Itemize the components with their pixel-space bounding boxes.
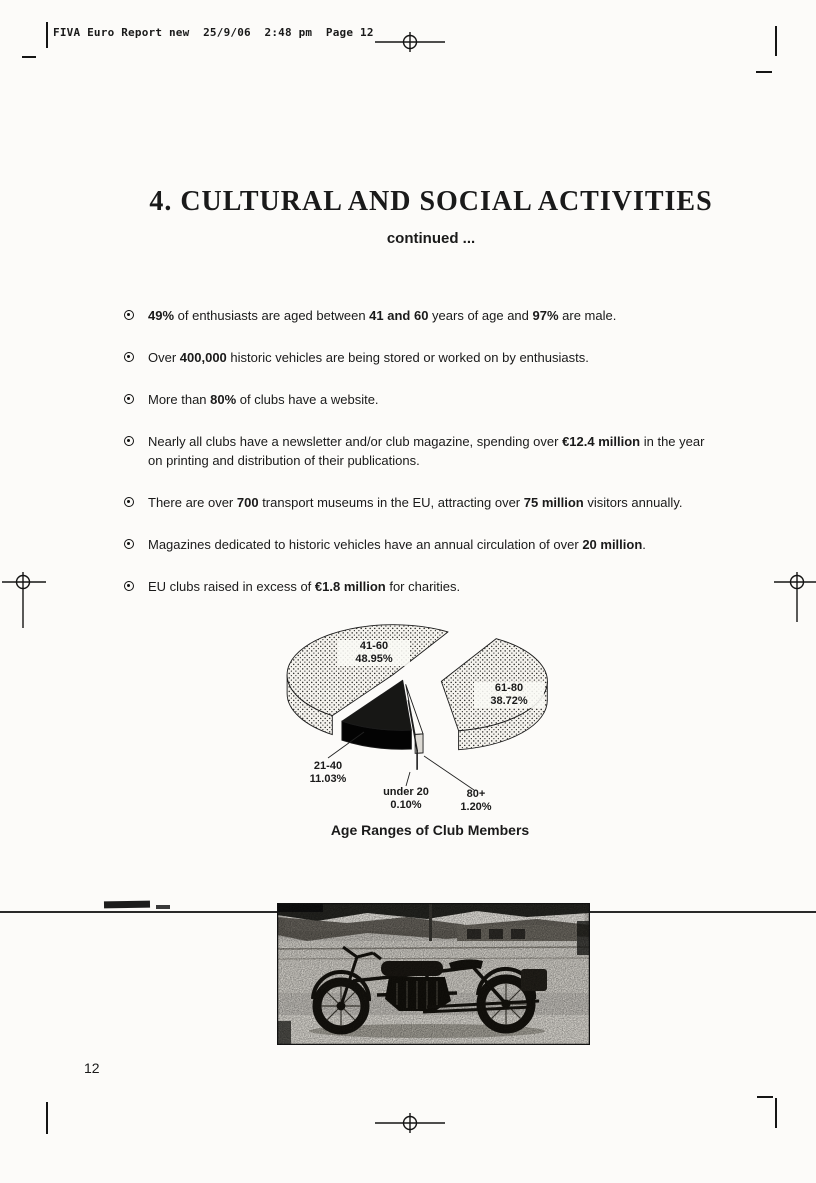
registration-mark-right-icon: [774, 566, 816, 626]
crop-mark-top-left-horizontal: [22, 56, 36, 58]
registration-mark-left-icon: [2, 566, 48, 630]
list-item: [122, 390, 706, 409]
scan-smudge: [104, 901, 150, 909]
crop-mark-top-right-horizontal: [756, 71, 772, 73]
chart-caption: Age Ranges of Club Members: [330, 822, 530, 838]
pie-label-under-20: under 20 0.10%: [383, 786, 429, 811]
bullet-text: Magazines dedicated to historic vehicles have an annual circulation of over 20 million.: [148, 537, 646, 552]
bullet-icon: [124, 497, 134, 507]
bullet-icon: [124, 352, 134, 362]
bullet-text: Over 400,000 historic vehicles are being stored or worked on by enthusiasts.: [148, 350, 589, 365]
bullet-text: 49% of enthusiasts are aged between 41 and 60 years of age and 97% are male.: [148, 308, 617, 323]
page-title: 4. CULTURAL AND SOCIAL ACTIVITIES: [149, 186, 713, 217]
list-item: [122, 577, 706, 596]
bullet-text: More than 80% of clubs have a website.: [148, 392, 379, 407]
pie-chart: [252, 600, 608, 815]
page-subtitle: continued ...: [386, 230, 476, 247]
pie-label-21-40: 21-40 11.03%: [309, 760, 347, 785]
list-item: [122, 432, 706, 470]
motorcycle-photo-svg: [277, 903, 590, 1045]
registration-mark-bottom-icon: [375, 1110, 445, 1136]
crop-mark-top-left-vertical: [46, 22, 48, 48]
bullet-text: Nearly all clubs have a newsletter and/or club magazine, spending over €12.4 million in the year on printing and distribution of their publications.: [148, 434, 705, 468]
motorcycle-photo: [277, 903, 590, 1045]
scan-smudge-small: [156, 905, 170, 909]
pie-label-41-60: 41-60 48.95%: [338, 640, 410, 666]
bullet-icon: [124, 394, 134, 404]
bullet-text: There are over 700 transport museums in the EU, attracting over 75 million visitors annually.: [148, 495, 683, 510]
bullet-icon: [124, 581, 134, 591]
list-item: [122, 306, 706, 325]
registration-mark-top-icon: [375, 31, 445, 53]
pie-label-61-80: 61-80 38.72%: [474, 682, 544, 708]
crop-mark-bottom-right-horizontal: [757, 1096, 773, 1098]
bullet-list: [122, 306, 706, 619]
print-slug: FIVA Euro Report new 25/9/06 2:48 pm Page 12: [53, 26, 374, 39]
pie-label-80+: 80+ 1.20%: [460, 788, 492, 813]
crop-mark-bottom-right-vertical: [775, 1098, 777, 1128]
bullet-text: EU clubs raised in excess of €1.8 million for charities.: [148, 579, 461, 594]
list-item: [122, 493, 706, 512]
bullet-icon: [124, 539, 134, 549]
list-item: [122, 348, 706, 367]
page-number: 12: [84, 1060, 100, 1076]
crop-mark-top-right-vertical: [775, 26, 777, 56]
bullet-icon: [124, 310, 134, 320]
crop-mark-bottom-left-vertical: [46, 1102, 48, 1134]
list-item: [122, 535, 706, 554]
bullet-icon: [124, 436, 134, 446]
